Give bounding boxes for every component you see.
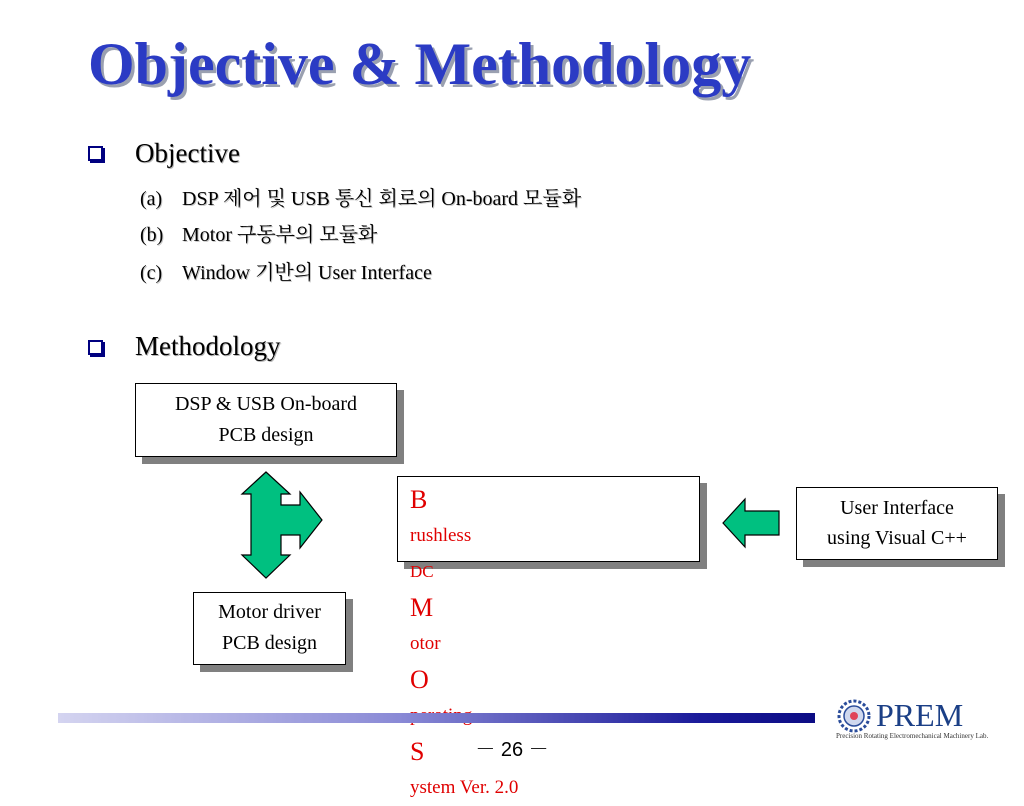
item-marker: (c) (140, 262, 163, 284)
bldc-line-1: B rushless DC M otor (410, 485, 472, 654)
item-text: DSP 제어 및 USB 통신 회로의 On-board 모듈화 (182, 188, 582, 210)
bldc-line-2: O S ystem Ver. 2.0 (410, 665, 519, 798)
box-line: PCB design (221, 632, 318, 654)
prem-logo-icon (836, 698, 872, 734)
objective-heading: Objective (135, 138, 240, 168)
slide-title: Objective & Methodology (88, 31, 752, 97)
box-line: PCB design (218, 424, 314, 446)
item-text: Motor 구동부의 모듈화 (182, 224, 378, 246)
methodology-heading: Methodology (135, 331, 281, 361)
item-marker: (a) (140, 188, 163, 210)
page-number: － 26 － (475, 739, 549, 761)
footer-bar (58, 713, 815, 723)
item-marker: (b) (140, 224, 164, 246)
box-line: DSP & USB On-board (174, 393, 358, 415)
box-line: using Visual C++ (827, 527, 967, 549)
three-way-arrow-icon (242, 472, 322, 578)
box-line: Motor driver (218, 601, 321, 623)
left-arrow-icon (723, 499, 779, 547)
prem-logo-text: PREM (876, 697, 964, 733)
box-line: User Interface (840, 497, 954, 519)
item-text: Window 기반의 User Interface (182, 262, 432, 284)
prem-logo-subtitle: Precision Rotating Electromechanical Machinery Lab. (836, 732, 989, 740)
